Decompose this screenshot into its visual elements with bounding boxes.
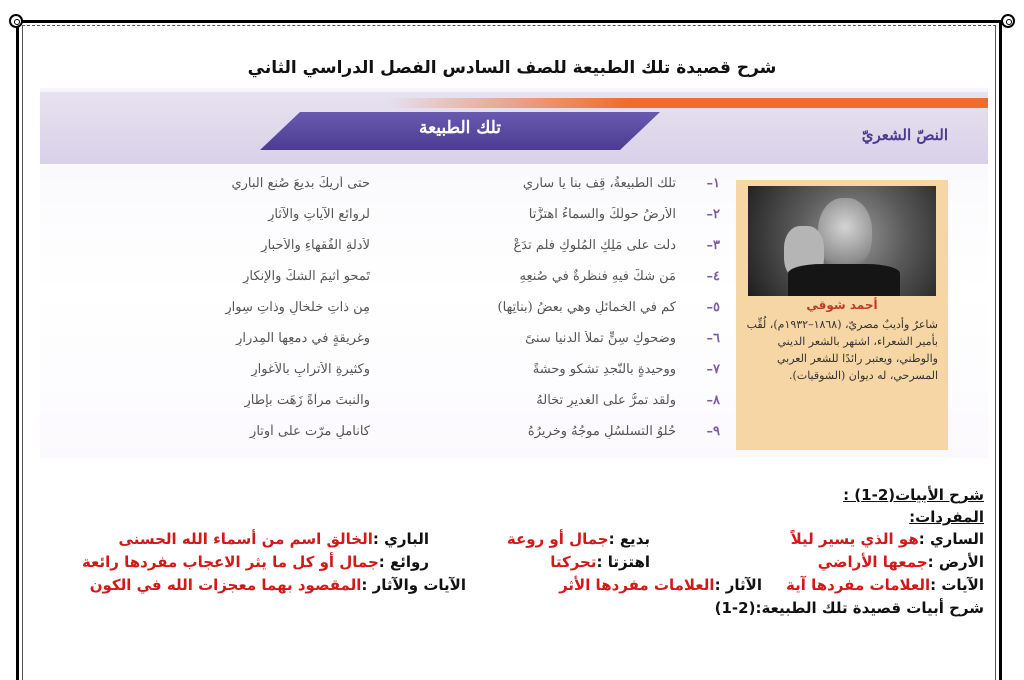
verse-row [70, 424, 720, 455]
verse-number: ٥– [706, 300, 720, 315]
explanation-heading: شرح الأبيات(2-1) : [843, 486, 984, 504]
poem-verses [70, 176, 720, 455]
verse-first-half: وضحوكِ سِنٍّ تملأُ الدنيا سنىً [525, 331, 676, 346]
verse-number: ١– [706, 176, 720, 191]
vocab-meaning: العلامات مفردها الأثر [559, 576, 715, 594]
verse-first-half: ووحيدةٍ بالنّجدِ تشكو وحشةً [532, 362, 676, 377]
section-label: النصّ الشعريّ [861, 126, 948, 144]
vocab-entry [559, 574, 762, 596]
vocab-row [40, 574, 984, 597]
verse-second-half: لأدلّةِ الفُقهاءِ والأحبارِ [261, 238, 370, 253]
verse-first-half: كم في الخمائلِ وهي بعضُ (بناتِها) [497, 300, 676, 315]
verse-number: ٤– [706, 269, 720, 284]
corner-ornament-left [9, 14, 23, 28]
vocab-term: بديع : [608, 530, 650, 548]
vocab-term: الآثار : [714, 576, 762, 594]
vocab-meaning: المقصود بهما معجزات الله في الكون [89, 576, 362, 594]
vocab-meaning: هو الذي يسير ليلاً [790, 530, 919, 548]
verse-second-half: والنبتَ مرآةً زَهَت بإطارِ [244, 393, 370, 408]
verse-second-half: مِن ذاتِ خلخالٍ وذاتِ سِوارِ [225, 300, 370, 315]
vocab-entry [119, 528, 429, 550]
vocab-entry [786, 574, 984, 596]
vocab-term: اهتزتا : [596, 553, 650, 571]
poem-title: تلك الطبيعة [418, 118, 502, 138]
verse-row [70, 393, 720, 424]
verse-second-half: حتى أُريكَ بديعَ صُنعِ الباري [231, 176, 370, 191]
textbook-page-image [40, 88, 988, 458]
vocab-meaning: جمعها الأراضي [817, 553, 928, 571]
vocab-row [40, 528, 984, 551]
poet-card [736, 180, 948, 450]
verse-number: ٦– [706, 331, 720, 346]
explanation-footer: شرح أبيات قصيدة تلك الطبيعة:(2-1) [714, 599, 984, 617]
verse-number: ٣– [706, 238, 720, 253]
vocab-meaning: الخالق اسم من أسماء الله الحسنى [118, 530, 373, 548]
verse-second-half: وغريقةٍ في دمعِها المِدرارِ [236, 331, 370, 346]
corner-ornament-right [1001, 14, 1015, 28]
verse-row [70, 300, 720, 331]
verse-first-half: دلّت على مَلِكِ المُلوكِ فلم تدَعْ [513, 238, 676, 253]
verse-second-half: لروائعِ الآياتِ والآثارِ [268, 207, 370, 222]
verse-first-half: تلك الطبيعةُ، قِف بنا يا ساري [522, 176, 676, 191]
document-title: شرح قصيدة تلك الطبيعة للصف السادس الفصل الدراسي الثاني [247, 58, 777, 78]
verse-second-half: وكثيرةِ الأترابِ بالأغوارِ [251, 362, 370, 377]
vocab-term: روائع : [378, 553, 429, 571]
verse-row [70, 331, 720, 362]
verse-first-half: حُلوُ التسلسُلِ موجُهُ وخريرُهُ [527, 424, 676, 439]
vocab-term: الباري : [372, 530, 429, 548]
vocab-meaning: تحركتا [550, 553, 597, 571]
vocab-entry [90, 574, 466, 596]
orange-strip [388, 98, 988, 108]
vocab-term: الأرض : [927, 553, 984, 571]
vocab-meaning: جمال أو روعة [506, 530, 609, 548]
verse-second-half: كأناملٍ مرّت على أوتارِ [250, 424, 370, 439]
verse-row [70, 176, 720, 207]
poet-bio: شاعرٌ وأديبٌ مصريّ، (١٨٦٨–١٩٣٢م)، لُقِّب بأمير الشعراء، اشتهر بالشعر الديني والوطني، ويعتبر رائدًا للشعر العربي المسرحي، له ديوان (الشوقيات). [746, 318, 938, 382]
vocab-row [40, 551, 984, 574]
verse-number: ٨– [706, 393, 720, 408]
verse-row [70, 269, 720, 300]
verse-second-half: تَمحو أثيمَ الشكِّ والإنكارِ [243, 269, 370, 284]
poet-name: أحمد شوقي [806, 298, 878, 312]
verse-first-half: الأرضُ حولَكَ والسماءُ اهتزَّتا [528, 207, 676, 222]
vocab-term: الآيات : [930, 576, 984, 594]
vocab-entry [82, 551, 429, 573]
poet-portrait [748, 186, 936, 296]
explanation-section [40, 484, 984, 619]
portrait-suit [788, 264, 900, 296]
vocab-term: الساري : [918, 530, 984, 548]
vocab-term: الآيات والآثار : [361, 576, 466, 594]
verse-number: ٩– [706, 424, 720, 439]
verse-row [70, 207, 720, 238]
verse-first-half: مَن شكَّ فيهِ فنظرةٌ في صُنعِهِ [519, 269, 676, 284]
vocab-heading: المفردات: [909, 508, 984, 526]
verse-number: ٧– [706, 362, 720, 377]
verse-row [70, 238, 720, 269]
vocab-entry [550, 551, 650, 573]
verse-row [70, 362, 720, 393]
vocab-meaning: العلامات مفردها آية [786, 576, 931, 594]
vocab-entry [791, 528, 984, 550]
verse-first-half: ولقد تمرُّ على الغديرِ تخالُهُ [536, 393, 676, 408]
vocab-entry [507, 528, 650, 550]
portrait-face [818, 198, 872, 270]
vocab-entry [818, 551, 984, 573]
verse-number: ٢– [706, 207, 720, 222]
vocab-meaning: جمال أو كل ما يثر الاعجاب مفردها رائعة [81, 553, 379, 571]
